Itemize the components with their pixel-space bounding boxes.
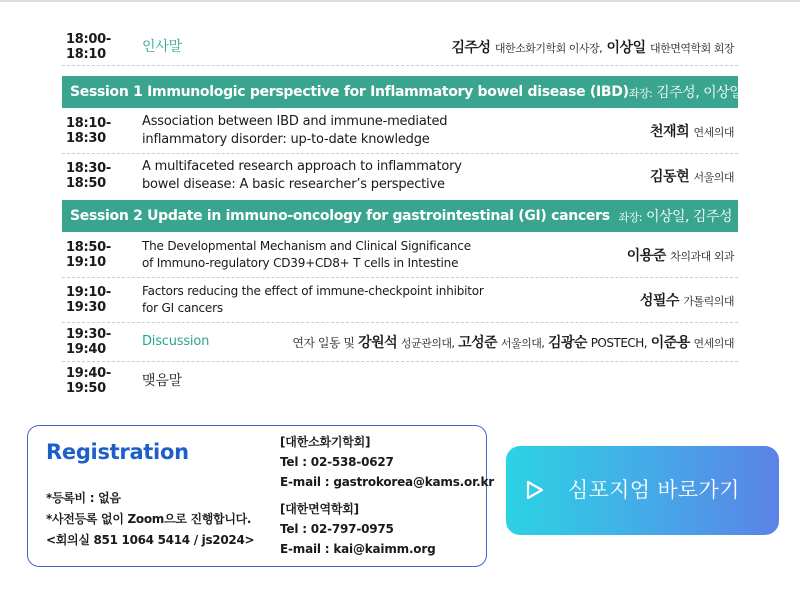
- registration-contacts: [280, 432, 494, 559]
- contact-org: [대한소화기학회]: [280, 435, 371, 449]
- talk-row: [62, 278, 738, 323]
- symposium-link-button[interactable]: [506, 446, 779, 535]
- panelist-name: 이준용: [650, 335, 690, 351]
- speaker-name: 성필수: [639, 293, 679, 309]
- talk-title: [142, 113, 738, 149]
- session-2-chairs: [619, 206, 732, 226]
- speaker-name: 이상일: [606, 39, 646, 56]
- registration-title: Registration: [46, 440, 189, 464]
- talk-speaker: [650, 166, 734, 186]
- chair-names: 이상일, 김주성: [645, 209, 732, 225]
- speaker-affiliation: 서울의대: [693, 171, 734, 184]
- registration-notes: [46, 488, 254, 551]
- speaker-affiliation: 가톨릭의대: [683, 295, 734, 308]
- panelist-name: 고성준: [458, 335, 498, 351]
- talk-time: 18:30-18:50: [66, 161, 111, 191]
- panelist-affiliation: 서울의대,: [500, 337, 545, 350]
- panelist-affiliation: 연세의대: [693, 337, 734, 350]
- speaker-affiliation: 대한면역학회 회장: [649, 41, 734, 55]
- chair-label: 좌장:: [618, 211, 642, 224]
- contact-email[interactable]: E-mail : gastrokorea@kams.or.kr: [280, 475, 494, 489]
- talk-title-line: of Immuno-regulatory CD39+CD8+ T cells in Intestine: [142, 255, 459, 270]
- talk-title-line: inflammatory disorder: up-to-date knowledge: [142, 131, 430, 147]
- symposium-link-label: 심포지엄 바로가기: [568, 478, 740, 502]
- talk-row: [62, 154, 738, 198]
- talk-time: 18:50-19:10: [66, 239, 111, 270]
- speaker-affiliation: 차의과대 외과: [670, 249, 734, 263]
- speaker-name: 김주성: [451, 39, 491, 56]
- discussion-title: Discussion: [142, 334, 210, 349]
- panelist-name: 김광순: [547, 335, 588, 351]
- greeting-time: 18:00-18:10: [66, 31, 111, 62]
- speaker-affiliation: 대한소화기학회 이사장,: [494, 41, 603, 55]
- speaker-name: 이용준: [626, 247, 666, 264]
- talk-speaker: [627, 245, 734, 265]
- speaker-name: 천재희: [650, 123, 690, 140]
- talk-time: 18:10-18:30: [66, 115, 111, 146]
- contact-email[interactable]: E-mail : kai@kaimm.org: [280, 542, 436, 556]
- top-divider: [0, 0, 800, 2]
- discussion-row: [62, 323, 738, 362]
- play-triangle-icon: [526, 480, 544, 504]
- registration-note: *사전등록 없이 Zoom으로 진행합니다.: [46, 512, 252, 526]
- talk-title-line: bowel disease: A basic researcher’s perspective: [142, 177, 445, 192]
- panelist-affiliation: POSTECH,: [590, 336, 648, 350]
- session-2-title: Session 2 Update in immuno-oncology for gastrointestinal (GI) cancers: [70, 208, 610, 224]
- talk-speaker: [650, 121, 734, 141]
- greeting-title: 인사말: [142, 38, 182, 55]
- meeting-room-info: <회의실 851 1064 5414 / js2024>: [46, 533, 255, 547]
- panelist-affiliation: 성균관의대,: [400, 337, 455, 350]
- talk-time: 19:10-19:30: [66, 285, 111, 315]
- session-2-header: [62, 200, 738, 232]
- talk-title-line: A multifaceted research approach to inflammatory: [142, 159, 462, 174]
- registration-fee: *등록비 : 없음: [46, 491, 121, 505]
- contact-tel: Tel : 02-797-0975: [280, 522, 394, 536]
- discussion-time: 19:30-19:40: [66, 327, 111, 357]
- talk-row: [62, 232, 738, 278]
- speaker-name: 김동현: [650, 169, 690, 185]
- session-1-header: [62, 76, 743, 108]
- program-schedule: [62, 28, 743, 400]
- panel-intro: 연자 일동 및: [292, 336, 355, 350]
- session-1-title: Session 1 Immunologic perspective for Inflammatory bowel disease (IBD): [70, 84, 629, 100]
- registration-box: [27, 425, 494, 567]
- greeting-row: [62, 28, 738, 66]
- greeting-speakers: [451, 37, 734, 57]
- talk-row: [62, 108, 738, 154]
- talk-speaker: [640, 290, 734, 310]
- session-1-chairs: [629, 82, 742, 102]
- closing-row: [62, 362, 738, 400]
- chair-names: 김주성, 이상일: [656, 85, 743, 101]
- panelist-name: 강원석: [358, 335, 398, 351]
- talk-title-line: The Developmental Mechanism and Clinical Significance: [142, 238, 471, 253]
- contact-tel: Tel : 02-538-0627: [280, 455, 394, 469]
- talk-title: [142, 158, 738, 194]
- closing-time: 19:40-19:50: [66, 366, 111, 396]
- talk-title-line: Association between IBD and immune-mediated: [142, 113, 448, 129]
- talk-title-line: for GI cancers: [142, 301, 223, 315]
- chair-label: 좌장:: [628, 87, 653, 100]
- contact-org: [대한면역학회]: [280, 502, 359, 516]
- discussion-panel: [292, 332, 734, 352]
- talk-title-line: Factors reducing the effect of immune-checkpoint inhibitor: [142, 284, 484, 298]
- closing-title: 맺음말: [142, 373, 182, 389]
- speaker-affiliation: 연세의대: [693, 125, 734, 139]
